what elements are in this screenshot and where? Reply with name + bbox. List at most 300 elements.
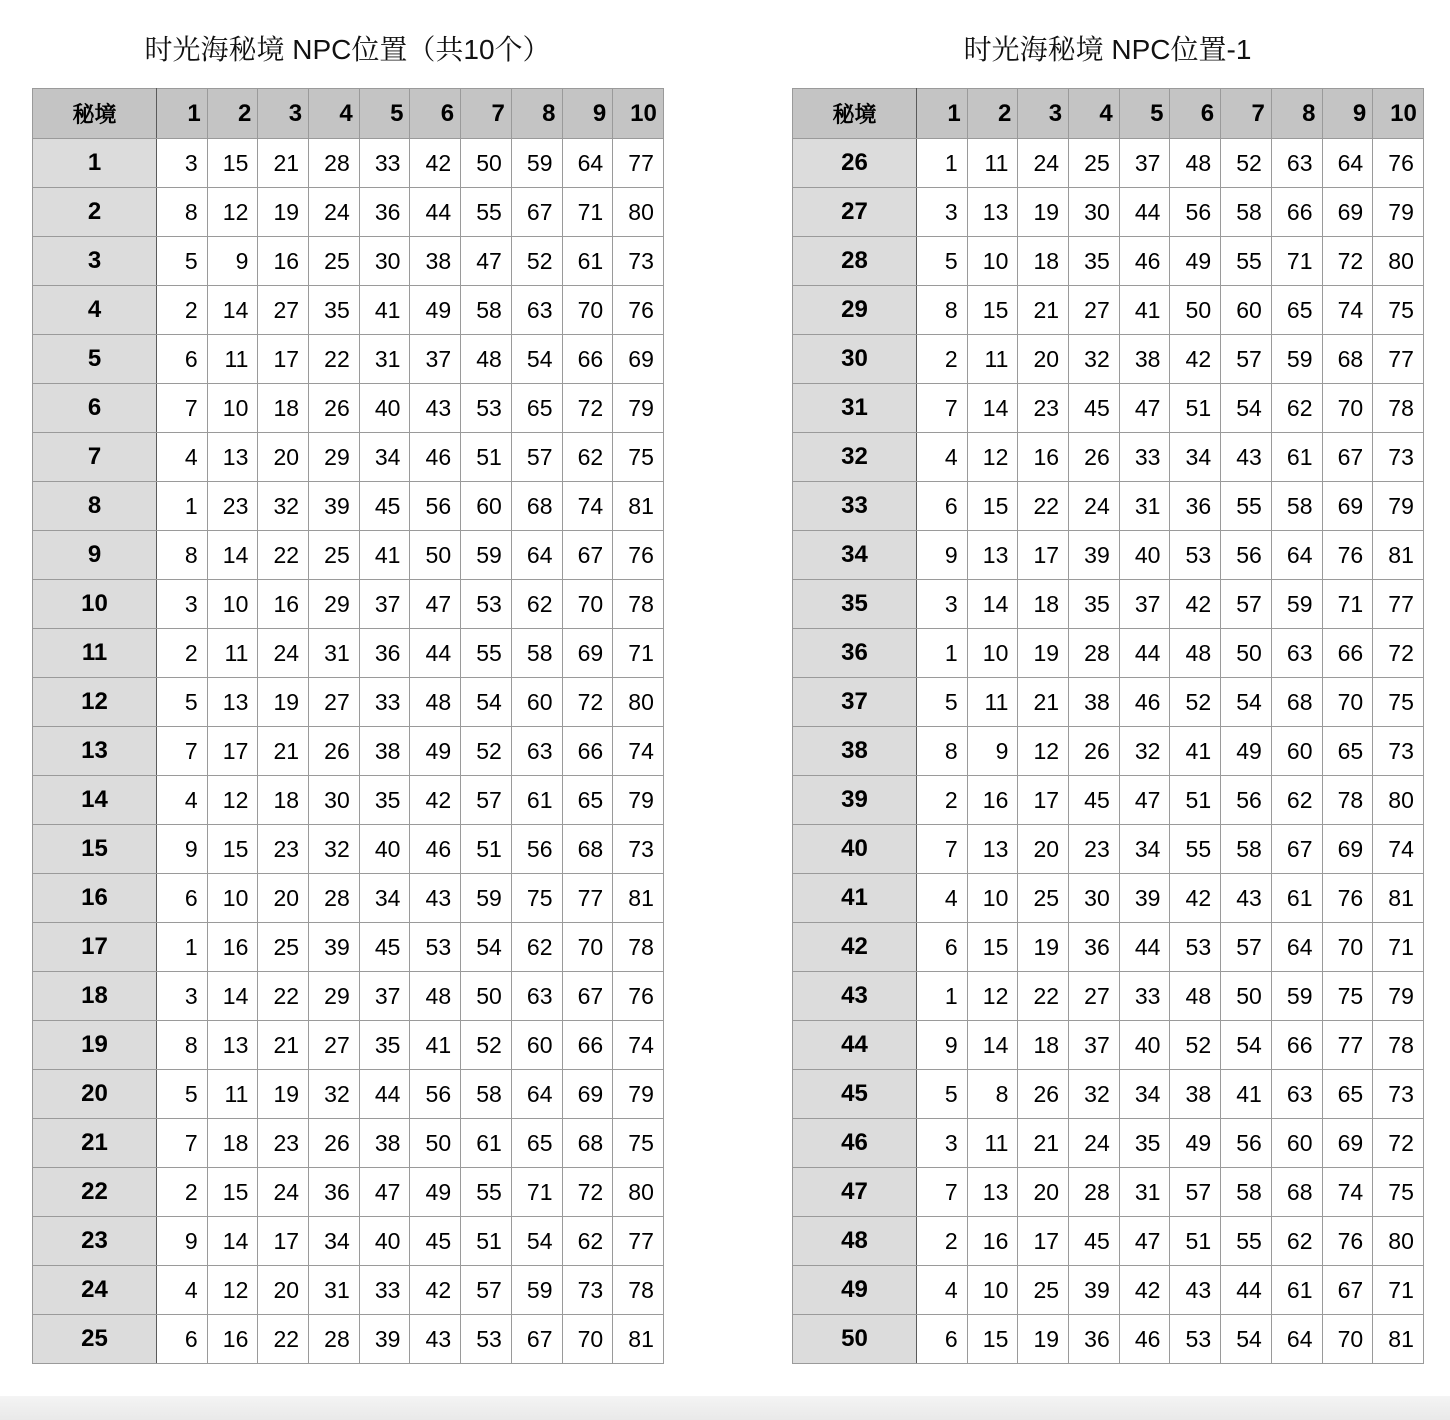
table-cell: 64 bbox=[1322, 139, 1373, 188]
table-cell: 36 bbox=[1170, 482, 1221, 531]
table-cell: 69 bbox=[613, 335, 664, 384]
table-cell: 9 bbox=[207, 237, 258, 286]
row-label: 8 bbox=[33, 482, 157, 531]
table-cell: 51 bbox=[1170, 1217, 1221, 1266]
table-cell: 66 bbox=[1322, 629, 1373, 678]
table-row bbox=[793, 678, 1424, 727]
table-cell: 6 bbox=[157, 335, 208, 384]
table-cell: 62 bbox=[1271, 776, 1322, 825]
table-cell: 3 bbox=[917, 188, 968, 237]
table-cell: 73 bbox=[613, 237, 664, 286]
table-cell: 80 bbox=[1373, 237, 1424, 286]
table-row bbox=[33, 629, 664, 678]
table-cell: 24 bbox=[258, 629, 309, 678]
table-cell: 17 bbox=[258, 1217, 309, 1266]
row-label: 4 bbox=[33, 286, 157, 335]
table-row bbox=[793, 335, 1424, 384]
table-cell: 20 bbox=[258, 433, 309, 482]
table-cell: 61 bbox=[1271, 1266, 1322, 1315]
table-cell: 51 bbox=[461, 433, 512, 482]
row-label: 17 bbox=[33, 923, 157, 972]
table-cell: 22 bbox=[258, 972, 309, 1021]
table-cell: 67 bbox=[1271, 825, 1322, 874]
table-cell: 18 bbox=[258, 384, 309, 433]
npc-table-panel-1 bbox=[32, 0, 663, 1364]
table-row bbox=[33, 1021, 664, 1070]
table-cell: 78 bbox=[1322, 776, 1373, 825]
table-row bbox=[33, 825, 664, 874]
table-cell: 4 bbox=[157, 776, 208, 825]
table-cell: 30 bbox=[309, 776, 360, 825]
table-cell: 47 bbox=[410, 580, 461, 629]
table-cell: 47 bbox=[1119, 1217, 1170, 1266]
table-cell: 7 bbox=[157, 384, 208, 433]
table-cell: 47 bbox=[461, 237, 512, 286]
table-cell: 31 bbox=[309, 1266, 360, 1315]
table-row bbox=[793, 531, 1424, 580]
table-cell: 69 bbox=[562, 629, 613, 678]
table-cell: 37 bbox=[1119, 580, 1170, 629]
table-cell: 34 bbox=[359, 874, 410, 923]
table-cell: 28 bbox=[1069, 1168, 1120, 1217]
table-cell: 73 bbox=[562, 1266, 613, 1315]
column-header: 3 bbox=[1018, 89, 1069, 139]
row-label: 14 bbox=[33, 776, 157, 825]
table-cell: 51 bbox=[1170, 384, 1221, 433]
table-cell: 58 bbox=[1221, 1168, 1272, 1217]
row-label: 18 bbox=[33, 972, 157, 1021]
table-cell: 51 bbox=[1170, 776, 1221, 825]
table-cell: 74 bbox=[562, 482, 613, 531]
table-cell: 26 bbox=[309, 727, 360, 776]
table-cell: 26 bbox=[309, 384, 360, 433]
table-cell: 77 bbox=[1373, 580, 1424, 629]
table-row bbox=[793, 1217, 1424, 1266]
table-cell: 70 bbox=[562, 286, 613, 335]
table-row bbox=[793, 384, 1424, 433]
table-cell: 18 bbox=[1018, 580, 1069, 629]
table-cell: 15 bbox=[967, 482, 1018, 531]
table-cell: 37 bbox=[1069, 1021, 1120, 1070]
table-row bbox=[793, 188, 1424, 237]
table-cell: 11 bbox=[207, 335, 258, 384]
table-cell: 67 bbox=[511, 188, 562, 237]
table-cell: 8 bbox=[157, 188, 208, 237]
table-cell: 1 bbox=[157, 923, 208, 972]
table-cell: 33 bbox=[359, 678, 410, 727]
table-cell: 30 bbox=[1069, 874, 1120, 923]
header-row bbox=[793, 89, 1424, 139]
table-cell: 58 bbox=[461, 286, 512, 335]
row-label: 10 bbox=[33, 580, 157, 629]
table-cell: 24 bbox=[1018, 139, 1069, 188]
table-cell: 65 bbox=[1322, 1070, 1373, 1119]
table-cell: 73 bbox=[1373, 1070, 1424, 1119]
table-cell: 71 bbox=[511, 1168, 562, 1217]
table-cell: 62 bbox=[511, 580, 562, 629]
table-cell: 46 bbox=[1119, 678, 1170, 727]
table-cell: 12 bbox=[967, 972, 1018, 1021]
table-cell: 47 bbox=[1119, 776, 1170, 825]
table-cell: 68 bbox=[1271, 678, 1322, 727]
table-cell: 69 bbox=[1322, 188, 1373, 237]
table-cell: 27 bbox=[258, 286, 309, 335]
table-cell: 11 bbox=[207, 1070, 258, 1119]
table-cell: 40 bbox=[359, 384, 410, 433]
table-cell: 13 bbox=[207, 433, 258, 482]
table-cell: 7 bbox=[917, 384, 968, 433]
table-cell: 49 bbox=[410, 727, 461, 776]
table-cell: 71 bbox=[562, 188, 613, 237]
table-cell: 77 bbox=[1373, 335, 1424, 384]
row-label: 29 bbox=[793, 286, 917, 335]
table-cell: 79 bbox=[1373, 972, 1424, 1021]
table-row bbox=[33, 776, 664, 825]
table-cell: 12 bbox=[207, 1266, 258, 1315]
table-cell: 70 bbox=[1322, 1315, 1373, 1364]
table-cell: 17 bbox=[1018, 776, 1069, 825]
table-cell: 21 bbox=[1018, 286, 1069, 335]
table-cell: 19 bbox=[258, 678, 309, 727]
table-cell: 57 bbox=[1221, 335, 1272, 384]
table-cell: 53 bbox=[461, 1315, 512, 1364]
row-label: 34 bbox=[793, 531, 917, 580]
table-row bbox=[33, 580, 664, 629]
table-cell: 60 bbox=[461, 482, 512, 531]
row-label: 9 bbox=[33, 531, 157, 580]
table-cell: 25 bbox=[258, 923, 309, 972]
table-cell: 44 bbox=[410, 188, 461, 237]
table-cell: 64 bbox=[1271, 923, 1322, 972]
table-cell: 36 bbox=[1069, 1315, 1120, 1364]
table-cell: 40 bbox=[1119, 531, 1170, 580]
table-cell: 55 bbox=[1221, 1217, 1272, 1266]
row-label: 28 bbox=[793, 237, 917, 286]
table-cell: 4 bbox=[157, 433, 208, 482]
table-row bbox=[33, 678, 664, 727]
row-label: 20 bbox=[33, 1070, 157, 1119]
table-row bbox=[793, 1315, 1424, 1364]
table-cell: 11 bbox=[967, 335, 1018, 384]
row-label: 13 bbox=[33, 727, 157, 776]
table-cell: 36 bbox=[309, 1168, 360, 1217]
table-cell: 32 bbox=[1069, 1070, 1120, 1119]
table-cell: 4 bbox=[917, 1266, 968, 1315]
table-row bbox=[33, 482, 664, 531]
table-cell: 49 bbox=[1170, 1119, 1221, 1168]
table-cell: 52 bbox=[461, 1021, 512, 1070]
table-cell: 41 bbox=[410, 1021, 461, 1070]
table-cell: 3 bbox=[157, 139, 208, 188]
table-cell: 47 bbox=[359, 1168, 410, 1217]
table-row bbox=[793, 139, 1424, 188]
row-label: 44 bbox=[793, 1021, 917, 1070]
table-cell: 10 bbox=[967, 1266, 1018, 1315]
table-cell: 76 bbox=[1373, 139, 1424, 188]
table-cell: 11 bbox=[967, 678, 1018, 727]
row-label: 16 bbox=[33, 874, 157, 923]
table-cell: 23 bbox=[1018, 384, 1069, 433]
table-row bbox=[793, 1070, 1424, 1119]
table-cell: 59 bbox=[1271, 335, 1322, 384]
row-label: 5 bbox=[33, 335, 157, 384]
table-cell: 64 bbox=[1271, 531, 1322, 580]
table-cell: 49 bbox=[410, 1168, 461, 1217]
table-cell: 56 bbox=[410, 482, 461, 531]
table-cell: 55 bbox=[461, 1168, 512, 1217]
table-cell: 14 bbox=[207, 972, 258, 1021]
table-row bbox=[793, 727, 1424, 776]
row-label: 23 bbox=[33, 1217, 157, 1266]
table-cell: 42 bbox=[410, 139, 461, 188]
table-title: 时光海秘境 NPC位置-1 bbox=[963, 34, 1252, 65]
row-label: 49 bbox=[793, 1266, 917, 1315]
table-cell: 63 bbox=[511, 972, 562, 1021]
row-label: 35 bbox=[793, 580, 917, 629]
table-cell: 78 bbox=[1373, 1021, 1424, 1070]
table-cell: 70 bbox=[562, 923, 613, 972]
column-header: 1 bbox=[917, 89, 968, 139]
table-cell: 42 bbox=[410, 776, 461, 825]
table-cell: 6 bbox=[157, 874, 208, 923]
table-cell: 17 bbox=[207, 727, 258, 776]
table-cell: 75 bbox=[1373, 286, 1424, 335]
table-cell: 68 bbox=[511, 482, 562, 531]
table-cell: 19 bbox=[1018, 188, 1069, 237]
table-cell: 68 bbox=[1322, 335, 1373, 384]
table-cell: 34 bbox=[309, 1217, 360, 1266]
table-cell: 66 bbox=[1271, 188, 1322, 237]
table-cell: 71 bbox=[1373, 1266, 1424, 1315]
table-cell: 38 bbox=[1170, 1070, 1221, 1119]
table-cell: 30 bbox=[1069, 188, 1120, 237]
column-header: 6 bbox=[410, 89, 461, 139]
table-cell: 74 bbox=[1322, 1168, 1373, 1217]
table-row bbox=[793, 1168, 1424, 1217]
table-cell: 69 bbox=[1322, 482, 1373, 531]
table-cell: 77 bbox=[562, 874, 613, 923]
table-cell: 75 bbox=[1322, 972, 1373, 1021]
table-cell: 59 bbox=[1271, 580, 1322, 629]
table-cell: 67 bbox=[1322, 433, 1373, 482]
table-cell: 56 bbox=[1170, 188, 1221, 237]
table-cell: 58 bbox=[1221, 825, 1272, 874]
table-cell: 57 bbox=[461, 776, 512, 825]
table-cell: 32 bbox=[309, 825, 360, 874]
table-cell: 23 bbox=[258, 1119, 309, 1168]
table-cell: 56 bbox=[410, 1070, 461, 1119]
table-cell: 63 bbox=[1271, 139, 1322, 188]
table-cell: 30 bbox=[359, 237, 410, 286]
column-header-secret-realm: 秘境 bbox=[33, 89, 157, 139]
table-cell: 76 bbox=[1322, 1217, 1373, 1266]
table-cell: 57 bbox=[1170, 1168, 1221, 1217]
table-row bbox=[33, 1315, 664, 1364]
table-cell: 20 bbox=[1018, 335, 1069, 384]
table-cell: 16 bbox=[207, 923, 258, 972]
table-cell: 22 bbox=[258, 531, 309, 580]
table-cell: 79 bbox=[1373, 188, 1424, 237]
table-cell: 75 bbox=[613, 1119, 664, 1168]
table-row bbox=[33, 1217, 664, 1266]
table-row bbox=[33, 1070, 664, 1119]
table-cell: 6 bbox=[157, 1315, 208, 1364]
table-cell: 57 bbox=[461, 1266, 512, 1315]
table-cell: 21 bbox=[258, 139, 309, 188]
table-cell: 28 bbox=[1069, 629, 1120, 678]
table-row bbox=[793, 482, 1424, 531]
table-cell: 39 bbox=[309, 923, 360, 972]
table-cell: 59 bbox=[511, 139, 562, 188]
table-cell: 23 bbox=[207, 482, 258, 531]
table-cell: 24 bbox=[309, 188, 360, 237]
table-cell: 58 bbox=[511, 629, 562, 678]
table-cell: 21 bbox=[258, 727, 309, 776]
table-cell: 78 bbox=[1373, 384, 1424, 433]
table-cell: 50 bbox=[461, 972, 512, 1021]
table-cell: 7 bbox=[917, 825, 968, 874]
table-cell: 39 bbox=[1119, 874, 1170, 923]
table-cell: 62 bbox=[1271, 1217, 1322, 1266]
table-cell: 43 bbox=[410, 384, 461, 433]
row-label: 41 bbox=[793, 874, 917, 923]
table-cell: 1 bbox=[917, 972, 968, 1021]
table-cell: 64 bbox=[1271, 1315, 1322, 1364]
column-header: 6 bbox=[1170, 89, 1221, 139]
table-cell: 75 bbox=[1373, 1168, 1424, 1217]
table-cell: 75 bbox=[613, 433, 664, 482]
table-cell: 3 bbox=[157, 972, 208, 1021]
table-cell: 61 bbox=[1271, 433, 1322, 482]
table-cell: 33 bbox=[359, 1266, 410, 1315]
table-cell: 14 bbox=[967, 1021, 1018, 1070]
table-cell: 59 bbox=[1271, 972, 1322, 1021]
row-label: 48 bbox=[793, 1217, 917, 1266]
table-cell: 79 bbox=[613, 384, 664, 433]
table-cell: 2 bbox=[917, 335, 968, 384]
table-cell: 40 bbox=[359, 825, 410, 874]
npc-table-panel-2 bbox=[792, 0, 1423, 1364]
table-cell: 55 bbox=[1221, 237, 1272, 286]
table-cell: 62 bbox=[1271, 384, 1322, 433]
table-row bbox=[793, 580, 1424, 629]
table-cell: 34 bbox=[1170, 433, 1221, 482]
table-cell: 19 bbox=[258, 1070, 309, 1119]
table-row bbox=[793, 629, 1424, 678]
table-cell: 1 bbox=[917, 629, 968, 678]
table-cell: 41 bbox=[1221, 1070, 1272, 1119]
table-cell: 20 bbox=[258, 1266, 309, 1315]
table-cell: 38 bbox=[1069, 678, 1120, 727]
table-cell: 60 bbox=[1271, 727, 1322, 776]
table-cell: 42 bbox=[410, 1266, 461, 1315]
table-cell: 67 bbox=[511, 1315, 562, 1364]
table-cell: 64 bbox=[562, 139, 613, 188]
table-cell: 8 bbox=[157, 1021, 208, 1070]
table-cell: 13 bbox=[967, 1168, 1018, 1217]
table-cell: 56 bbox=[511, 825, 562, 874]
row-label: 26 bbox=[793, 139, 917, 188]
table-cell: 54 bbox=[1221, 678, 1272, 727]
table-cell: 40 bbox=[359, 1217, 410, 1266]
table-cell: 7 bbox=[157, 727, 208, 776]
table-cell: 76 bbox=[1322, 531, 1373, 580]
table-cell: 22 bbox=[1018, 972, 1069, 1021]
table-cell: 52 bbox=[1221, 139, 1272, 188]
table-cell: 49 bbox=[1221, 727, 1272, 776]
table-cell: 8 bbox=[917, 286, 968, 335]
table-cell: 57 bbox=[1221, 580, 1272, 629]
table-cell: 26 bbox=[1069, 433, 1120, 482]
table-cell: 9 bbox=[917, 531, 968, 580]
table-cell: 59 bbox=[461, 531, 512, 580]
table-cell: 44 bbox=[1119, 188, 1170, 237]
table-cell: 15 bbox=[967, 1315, 1018, 1364]
table-cell: 21 bbox=[1018, 678, 1069, 727]
table-cell: 9 bbox=[157, 825, 208, 874]
table-cell: 4 bbox=[917, 433, 968, 482]
table-cell: 13 bbox=[207, 1021, 258, 1070]
table-cell: 53 bbox=[1170, 923, 1221, 972]
table-cell: 12 bbox=[207, 776, 258, 825]
table-cell: 21 bbox=[258, 1021, 309, 1070]
row-label: 2 bbox=[33, 188, 157, 237]
table-cell: 59 bbox=[511, 1266, 562, 1315]
table-cell: 5 bbox=[917, 1070, 968, 1119]
table-cell: 57 bbox=[511, 433, 562, 482]
table-cell: 70 bbox=[562, 1315, 613, 1364]
table-cell: 19 bbox=[258, 188, 309, 237]
table-cell: 72 bbox=[562, 678, 613, 727]
table-cell: 12 bbox=[967, 433, 1018, 482]
table-cell: 5 bbox=[157, 678, 208, 727]
table-cell: 29 bbox=[309, 580, 360, 629]
table-cell: 72 bbox=[1322, 237, 1373, 286]
table-row bbox=[33, 1266, 664, 1315]
table-cell: 70 bbox=[562, 580, 613, 629]
row-label: 46 bbox=[793, 1119, 917, 1168]
table-row bbox=[33, 1119, 664, 1168]
table-cell: 67 bbox=[1322, 1266, 1373, 1315]
table-cell: 68 bbox=[1271, 1168, 1322, 1217]
table-cell: 39 bbox=[1069, 531, 1120, 580]
table-cell: 19 bbox=[1018, 1315, 1069, 1364]
table-cell: 6 bbox=[917, 923, 968, 972]
table-cell: 44 bbox=[1221, 1266, 1272, 1315]
table-cell: 10 bbox=[207, 384, 258, 433]
table-cell: 61 bbox=[461, 1119, 512, 1168]
table-cell: 24 bbox=[1069, 482, 1120, 531]
table-cell: 26 bbox=[1018, 1070, 1069, 1119]
table-cell: 10 bbox=[967, 237, 1018, 286]
column-header: 5 bbox=[359, 89, 410, 139]
table-cell: 37 bbox=[1119, 139, 1170, 188]
table-cell: 35 bbox=[309, 286, 360, 335]
table-cell: 31 bbox=[309, 629, 360, 678]
table-cell: 74 bbox=[613, 1021, 664, 1070]
table-cell: 15 bbox=[967, 923, 1018, 972]
table-cell: 58 bbox=[1221, 188, 1272, 237]
table-cell: 41 bbox=[1119, 286, 1170, 335]
table-cell: 8 bbox=[917, 727, 968, 776]
table-cell: 10 bbox=[207, 580, 258, 629]
table-cell: 62 bbox=[562, 1217, 613, 1266]
table-cell: 49 bbox=[1170, 237, 1221, 286]
table-cell: 31 bbox=[359, 335, 410, 384]
column-header: 8 bbox=[1271, 89, 1322, 139]
row-label: 50 bbox=[793, 1315, 917, 1364]
table-cell: 32 bbox=[1069, 335, 1120, 384]
